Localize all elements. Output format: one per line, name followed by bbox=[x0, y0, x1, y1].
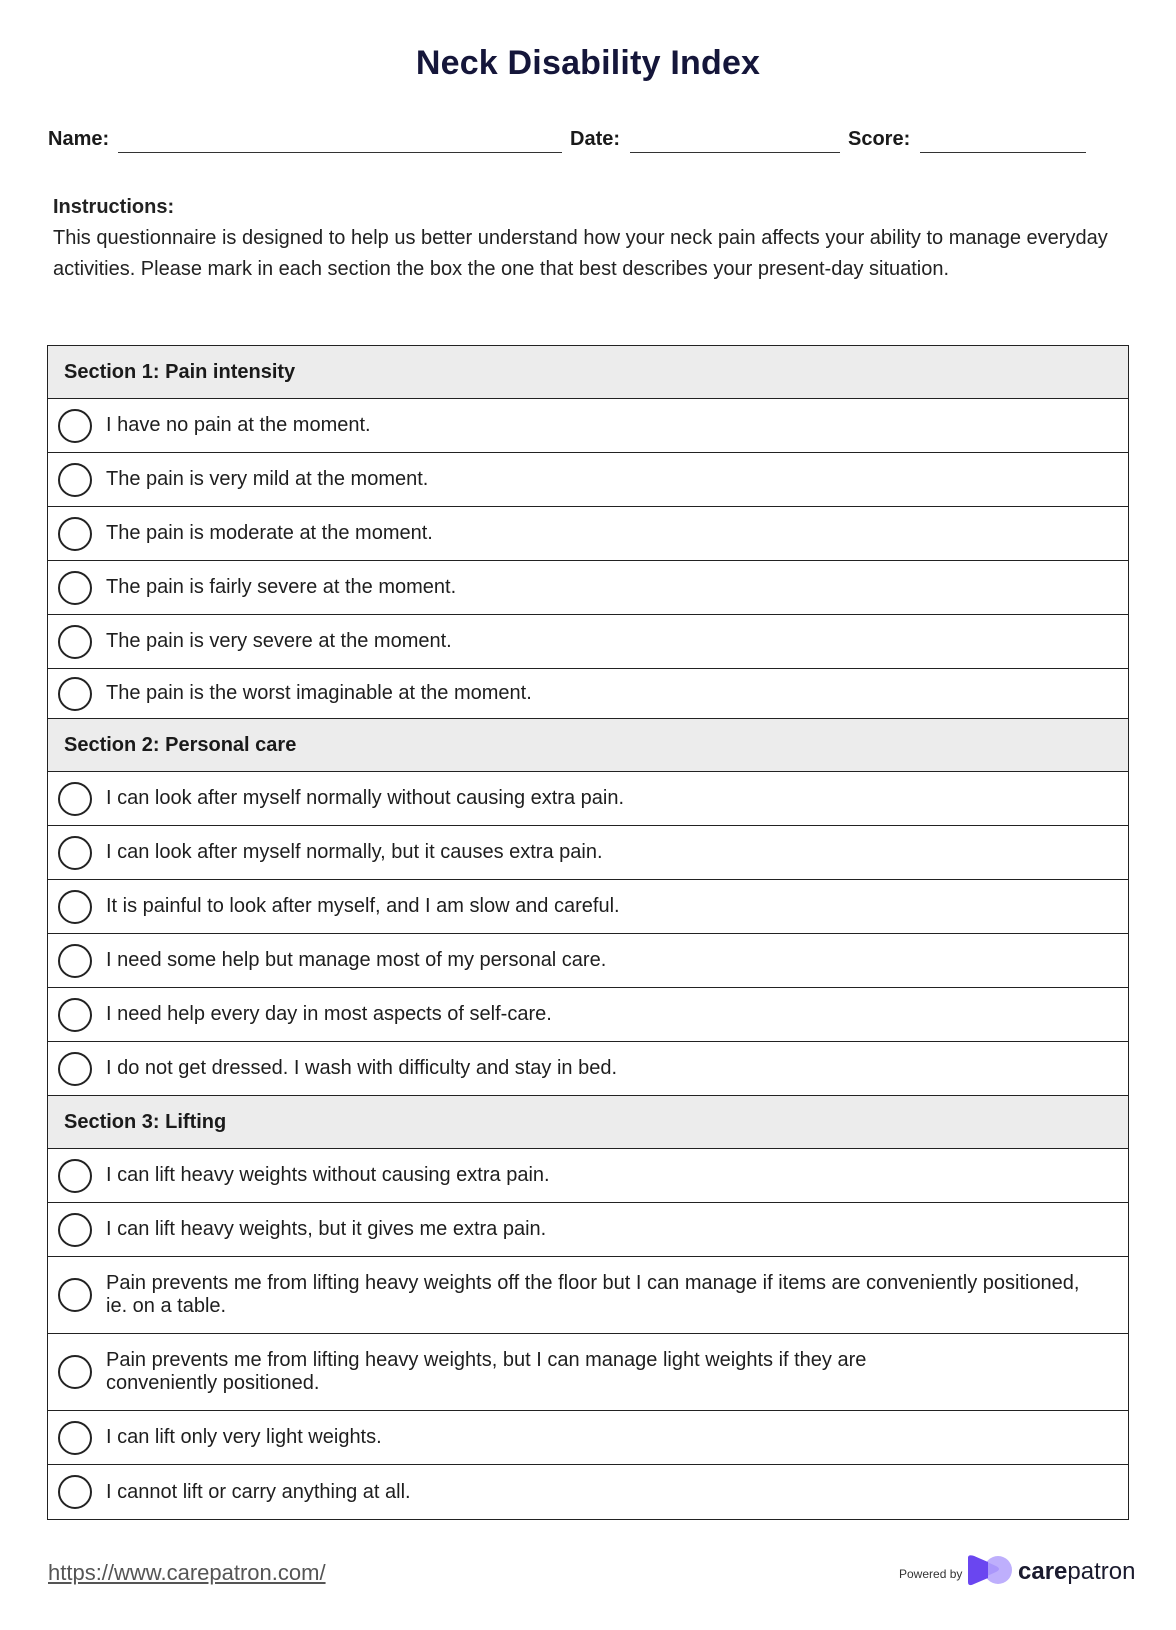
option-row[interactable] bbox=[48, 880, 1128, 934]
option-label: The pain is very mild at the moment. bbox=[106, 468, 429, 490]
section-header: Section 1: Pain intensity bbox=[48, 346, 1128, 399]
option-row[interactable] bbox=[48, 1257, 1128, 1334]
radio-circle-icon[interactable] bbox=[58, 782, 92, 816]
brand-rest: patron bbox=[1067, 1558, 1136, 1585]
option-label: Pain prevents me from lifting heavy weights, but I can manage light weights if they are conveniently positioned. bbox=[106, 1349, 867, 1394]
brand-name bbox=[1018, 1558, 1135, 1586]
radio-circle-icon[interactable] bbox=[58, 1159, 92, 1193]
radio-circle-icon[interactable] bbox=[58, 625, 92, 659]
option-row[interactable] bbox=[48, 615, 1128, 669]
option-row[interactable] bbox=[48, 669, 1128, 719]
option-row[interactable] bbox=[48, 934, 1128, 988]
radio-circle-icon[interactable] bbox=[58, 1052, 92, 1086]
option-label: I can lift heavy weights, but it gives me extra pain. bbox=[106, 1218, 547, 1240]
radio-circle-icon[interactable] bbox=[58, 463, 92, 497]
instructions-body: This questionnaire is designed to help us better understand how your neck pain affects your ability to manage everyday activities. Please mark in each section the box the one that best describes your present-day situation. bbox=[53, 227, 1108, 280]
option-label: Pain prevents me from lifting heavy weights off the floor but I can manage if items are conveniently positioned, ie. on a table. bbox=[106, 1272, 1080, 1317]
section-header: Section 3: Lifting bbox=[48, 1096, 1128, 1149]
option-label: I can lift heavy weights without causing extra pain. bbox=[106, 1164, 550, 1186]
radio-circle-icon[interactable] bbox=[58, 571, 92, 605]
option-row[interactable] bbox=[48, 507, 1128, 561]
option-row[interactable] bbox=[48, 1334, 1128, 1411]
radio-circle-icon[interactable] bbox=[58, 1213, 92, 1247]
option-row[interactable] bbox=[48, 1203, 1128, 1257]
radio-circle-icon[interactable] bbox=[58, 1421, 92, 1455]
option-row[interactable] bbox=[48, 1411, 1128, 1465]
name-label: Name: bbox=[48, 128, 110, 150]
date-field[interactable] bbox=[630, 152, 840, 153]
option-label: The pain is the worst imaginable at the moment. bbox=[106, 682, 532, 704]
radio-circle-icon[interactable] bbox=[58, 1475, 92, 1509]
header-fields bbox=[48, 126, 1130, 156]
option-row[interactable] bbox=[48, 826, 1128, 880]
date-label: Date: bbox=[570, 128, 621, 150]
option-label: I cannot lift or carry anything at all. bbox=[106, 1480, 411, 1503]
instructions-heading: Instructions: bbox=[53, 196, 175, 218]
name-field[interactable] bbox=[118, 152, 562, 153]
option-label: It is painful to look after myself, and I am slow and careful. bbox=[106, 895, 620, 917]
option-label: The pain is very severe at the moment. bbox=[106, 630, 452, 652]
option-label: I have no pain at the moment. bbox=[106, 414, 371, 436]
option-label: The pain is fairly severe at the moment. bbox=[106, 576, 457, 598]
option-row[interactable] bbox=[48, 1465, 1128, 1519]
brand-bold: care bbox=[1018, 1558, 1068, 1585]
option-row[interactable] bbox=[48, 399, 1128, 453]
radio-circle-icon[interactable] bbox=[58, 836, 92, 870]
option-row[interactable] bbox=[48, 453, 1128, 507]
option-label: I can look after myself normally without causing extra pain. bbox=[106, 787, 625, 809]
section-header: Section 2: Personal care bbox=[48, 719, 1128, 772]
option-row[interactable] bbox=[48, 988, 1128, 1042]
option-label: I can lift only very light weights. bbox=[106, 1426, 382, 1448]
questionnaire-table bbox=[47, 345, 1129, 1520]
option-label: I need help every day in most aspects of self-care. bbox=[106, 1003, 552, 1025]
option-label: The pain is moderate at the moment. bbox=[106, 522, 433, 544]
option-row[interactable] bbox=[48, 1149, 1128, 1203]
footer-link[interactable]: https://www.carepatron.com/ bbox=[48, 1560, 326, 1585]
radio-circle-icon[interactable] bbox=[58, 998, 92, 1032]
radio-circle-icon[interactable] bbox=[58, 517, 92, 551]
score-field[interactable] bbox=[920, 152, 1086, 153]
powered-by-label: Powered by bbox=[899, 1567, 963, 1581]
page-title: Neck Disability Index bbox=[415, 44, 761, 82]
score-label: Score: bbox=[848, 128, 911, 150]
instructions bbox=[53, 192, 1128, 285]
radio-circle-icon[interactable] bbox=[58, 1278, 92, 1312]
radio-circle-icon[interactable] bbox=[58, 1355, 92, 1389]
radio-circle-icon[interactable] bbox=[58, 890, 92, 924]
option-row[interactable] bbox=[48, 561, 1128, 615]
option-label: I do not get dressed. I wash with difficulty and stay in bed. bbox=[106, 1057, 618, 1079]
radio-circle-icon[interactable] bbox=[58, 677, 92, 711]
radio-circle-icon[interactable] bbox=[58, 409, 92, 443]
option-label: I can look after myself normally, but it causes extra pain. bbox=[106, 841, 603, 863]
radio-circle-icon[interactable] bbox=[58, 944, 92, 978]
option-row[interactable] bbox=[48, 772, 1128, 826]
carepatron-logo-icon bbox=[966, 1554, 1014, 1590]
option-label: I need some help but manage most of my personal care. bbox=[106, 949, 607, 971]
option-row[interactable] bbox=[48, 1042, 1128, 1096]
